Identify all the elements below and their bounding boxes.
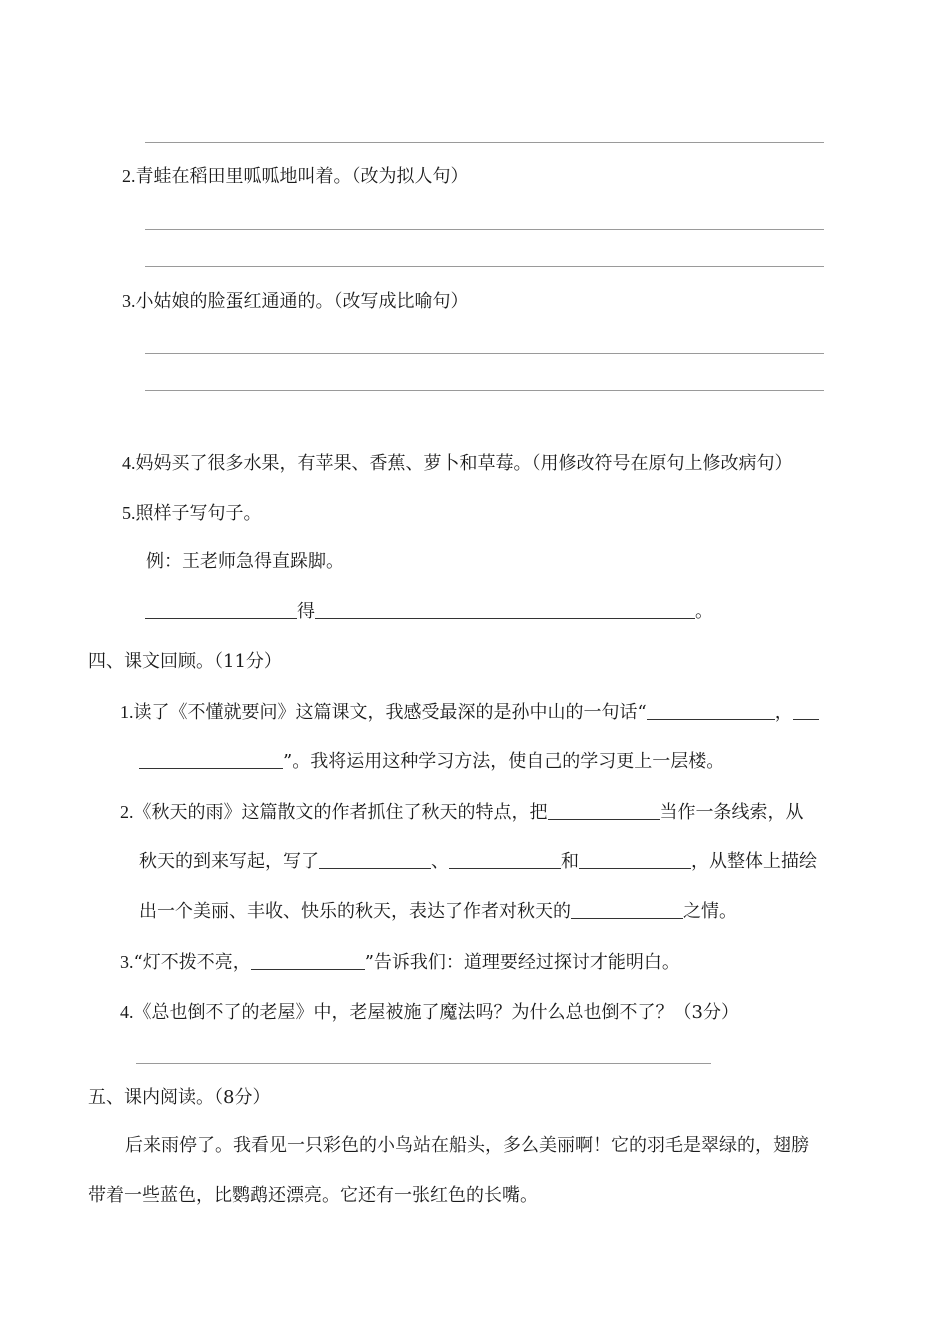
question-text: ，从整体上描绘 xyxy=(691,851,817,872)
section-4-heading: 四、课文回顾。（11分） xyxy=(88,651,282,672)
question-3-4 xyxy=(122,451,793,476)
fill-blank[interactable] xyxy=(793,701,819,720)
question-text: 和 xyxy=(561,851,579,872)
answer-line[interactable] xyxy=(145,390,824,391)
question-3-2 xyxy=(122,164,469,189)
example-sentence: 例：王老师急得直跺脚。 xyxy=(146,551,344,572)
question-4-3 xyxy=(120,950,680,975)
reading-passage-line1: 后来雨停了。我看见一只彩色的小鸟站在船头，多么美丽啊！它的羽毛是翠绿的，翅膀 xyxy=(125,1135,809,1156)
question-text: 之情。 xyxy=(683,901,737,922)
question-number: 2. xyxy=(120,802,134,822)
fill-blank[interactable] xyxy=(647,701,775,720)
question-number: 5. xyxy=(122,503,136,523)
imitation-line xyxy=(145,600,713,624)
question-number: 2. xyxy=(122,166,136,186)
question-text: “灯不拨不亮， xyxy=(133,952,251,973)
fill-blank[interactable] xyxy=(315,600,695,619)
question-4-1-cont xyxy=(139,750,724,774)
question-4-4 xyxy=(120,1000,739,1025)
question-4-2-line2 xyxy=(139,850,817,874)
fill-blank[interactable] xyxy=(548,801,660,820)
question-text: 当作一条线索，从 xyxy=(659,802,804,823)
question-text: 《总也倒不了的老屋》中，老屋被施了魔法吗？为什么总也倒不了？（3分） xyxy=(133,1002,739,1023)
question-text: 小姑娘的脸蛋红通通的。（改写成比喻句） xyxy=(135,291,469,312)
section-5-heading: 五、课内阅读。（8分） xyxy=(88,1087,271,1108)
question-number: 4. xyxy=(120,1002,134,1022)
answer-line[interactable] xyxy=(145,142,824,143)
fill-blank[interactable] xyxy=(139,750,283,769)
question-text: 出一个美丽、丰收、快乐的秋天，表达了作者对秋天的 xyxy=(139,901,571,922)
fill-blank[interactable] xyxy=(579,850,691,869)
fill-blank[interactable] xyxy=(449,850,561,869)
question-text: 《秋天的雨》这篇散文的作者抓住了秋天的特点，把 xyxy=(133,802,548,823)
fill-blank[interactable] xyxy=(571,900,683,919)
question-number: 3. xyxy=(122,291,136,311)
de-char: 得 xyxy=(297,601,315,622)
question-number: 3. xyxy=(120,952,134,972)
fill-blank[interactable] xyxy=(145,600,297,619)
answer-line[interactable] xyxy=(145,229,824,230)
fill-blank[interactable] xyxy=(319,850,431,869)
question-text: 青蛙在稻田里呱呱地叫着。（改为拟人句） xyxy=(135,166,469,187)
reading-passage-line2: 带着一些蓝色，比鹦鹉还漂亮。它还有一张红色的长嘴。 xyxy=(88,1185,538,1206)
question-text: 妈妈买了很多水果，有苹果、香蕉、萝卜和草莓。（用修改符号在原句上修改病句） xyxy=(135,453,793,474)
question-number: 1. xyxy=(120,702,134,722)
period: 。 xyxy=(695,601,713,622)
answer-line[interactable] xyxy=(145,353,824,354)
question-text: 秋天的到来写起，写了 xyxy=(139,851,319,872)
question-number: 4. xyxy=(122,453,136,473)
comma: ， xyxy=(774,702,793,723)
question-4-1 xyxy=(120,700,819,725)
question-4-2-line3 xyxy=(139,900,737,924)
answer-line[interactable] xyxy=(136,1063,711,1064)
question-text: ”。我将运用这种学习方法，使自己的学习更上一层楼。 xyxy=(283,751,725,772)
question-4-2 xyxy=(120,800,804,825)
question-text: ”告诉我们：道理要经过探讨才能明白。 xyxy=(364,952,680,973)
question-3-3 xyxy=(122,289,469,314)
answer-line[interactable] xyxy=(145,266,824,267)
question-text: 读了《不懂就要问》这篇课文，我感受最深的是孙中山的一句话“ xyxy=(133,702,647,723)
question-text: 、 xyxy=(431,851,449,872)
question-text: 照样子写句子。 xyxy=(135,503,262,524)
fill-blank[interactable] xyxy=(251,951,365,970)
question-3-5 xyxy=(122,501,262,526)
